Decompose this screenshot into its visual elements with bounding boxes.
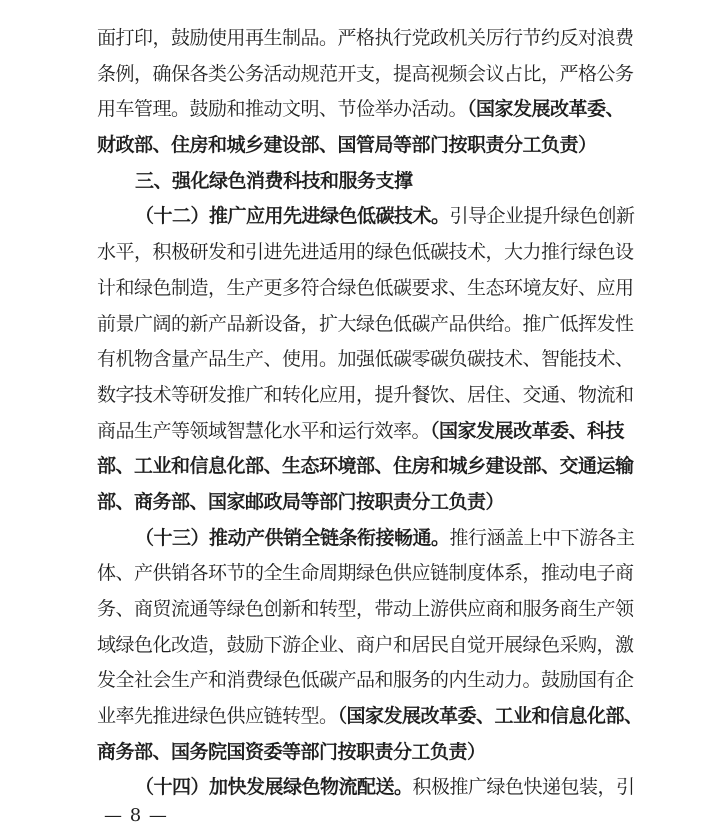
text-line: [97, 378, 635, 414]
page-footer: [104, 805, 168, 826]
text-line: [97, 235, 635, 271]
text-segment: 体、产供销各环节的全生命周期绿色供应链制度体系，推动电子商: [97, 562, 634, 585]
text-line: [97, 199, 635, 235]
text-line: [97, 342, 635, 378]
text-segment: 财政部、住房和城乡建设部、国管局等部门按职责分工负责）: [97, 134, 597, 157]
text-line: [97, 57, 635, 93]
text-segment: 条例，确保各类公务活动规范开支，提高视频会议占比，严格公务: [97, 62, 634, 85]
text-line: [97, 699, 643, 735]
text-segment: 有机物含量产品生产、使用。加强低碳零碳负碳技术、智能技术、: [97, 348, 634, 371]
text-line: [97, 628, 635, 664]
text-line: [97, 485, 635, 521]
text-line: [97, 735, 635, 771]
text-segment: 商品生产等领域智慧化水平和运行效率。: [97, 419, 431, 442]
text-segment: 发全社会生产和消费绿色低碳产品和服务的内生动力。鼓励国有企: [97, 669, 634, 692]
section-heading: [97, 164, 635, 200]
text-segment: （国家发展改革委、工业和信息化部、: [337, 705, 643, 728]
text-segment: （十三）推动产供销全链条衔接畅通。: [135, 526, 450, 549]
text-segment: 务、商贸流通等绿色创新和转型，带动上游供应商和服务商生产领: [97, 598, 634, 620]
text-segment: 前景广阔的新产品新设备，扩大绿色低碳产品供给。推广低挥发性: [97, 312, 634, 335]
text-line: [97, 271, 635, 307]
text-segment: 部、商务部、国家邮政局等部门按职责分工负责）: [97, 490, 505, 513]
text-line: [97, 307, 635, 343]
text-line: [97, 521, 635, 557]
text-line: [97, 770, 635, 806]
text-line: [97, 449, 635, 485]
text-segment: 域绿色化改造，鼓励下游企业、商户和居民自觉开展绿色采购，激: [97, 633, 634, 656]
text-line: [97, 414, 635, 450]
text-line: [97, 92, 635, 128]
text-segment: 引导企业提升绿色创新: [449, 205, 635, 228]
text-segment: （十四）加快发展绿色物流配送。: [135, 776, 413, 799]
text-segment: 用车管理。鼓励和推动文明、节俭举办活动。: [97, 98, 468, 121]
text-line: [97, 128, 635, 164]
document-body: [97, 21, 643, 806]
text-line: [97, 663, 635, 699]
text-segment: （国家发展改革委、科技: [430, 419, 625, 442]
text-segment: 计和绿色制造，生产更多符合绿色低碳要求、生态环境友好、应用: [97, 276, 634, 299]
text-segment: 面打印，鼓励使用再生制品。严格执行党政机关厉行节约反对浪费: [97, 27, 634, 49]
text-segment: （十二）推广应用先进绿色低碳技术。: [135, 205, 450, 228]
text-segment: 业率先推进绿色供应链转型。: [97, 705, 338, 728]
text-segment: （国家发展改革委、: [467, 98, 625, 121]
text-segment: 水平，积极研发和引进先进适用的绿色低碳技术，大力推行绿色设: [97, 241, 634, 264]
text-segment: 三、强化绿色消费科技和服务支撑: [135, 169, 413, 192]
text-line: [97, 556, 635, 592]
text-line: [97, 21, 635, 57]
text-segment: 数字技术等研发推广和转化应用，提升餐饮、居住、交通、物流和: [97, 383, 634, 406]
text-segment: 商务部、国务院国资委等部门按职责分工负责）: [97, 740, 486, 763]
page-number: — 8 —: [104, 805, 168, 826]
text-line: [97, 592, 635, 628]
text-segment: 推行涵盖上中下游各主: [449, 526, 635, 549]
text-segment: 部、工业和信息化部、生态环境部、住房和城乡建设部、交通运输: [97, 455, 634, 478]
text-segment: 积极推广绿色快递包装，引: [412, 776, 635, 799]
